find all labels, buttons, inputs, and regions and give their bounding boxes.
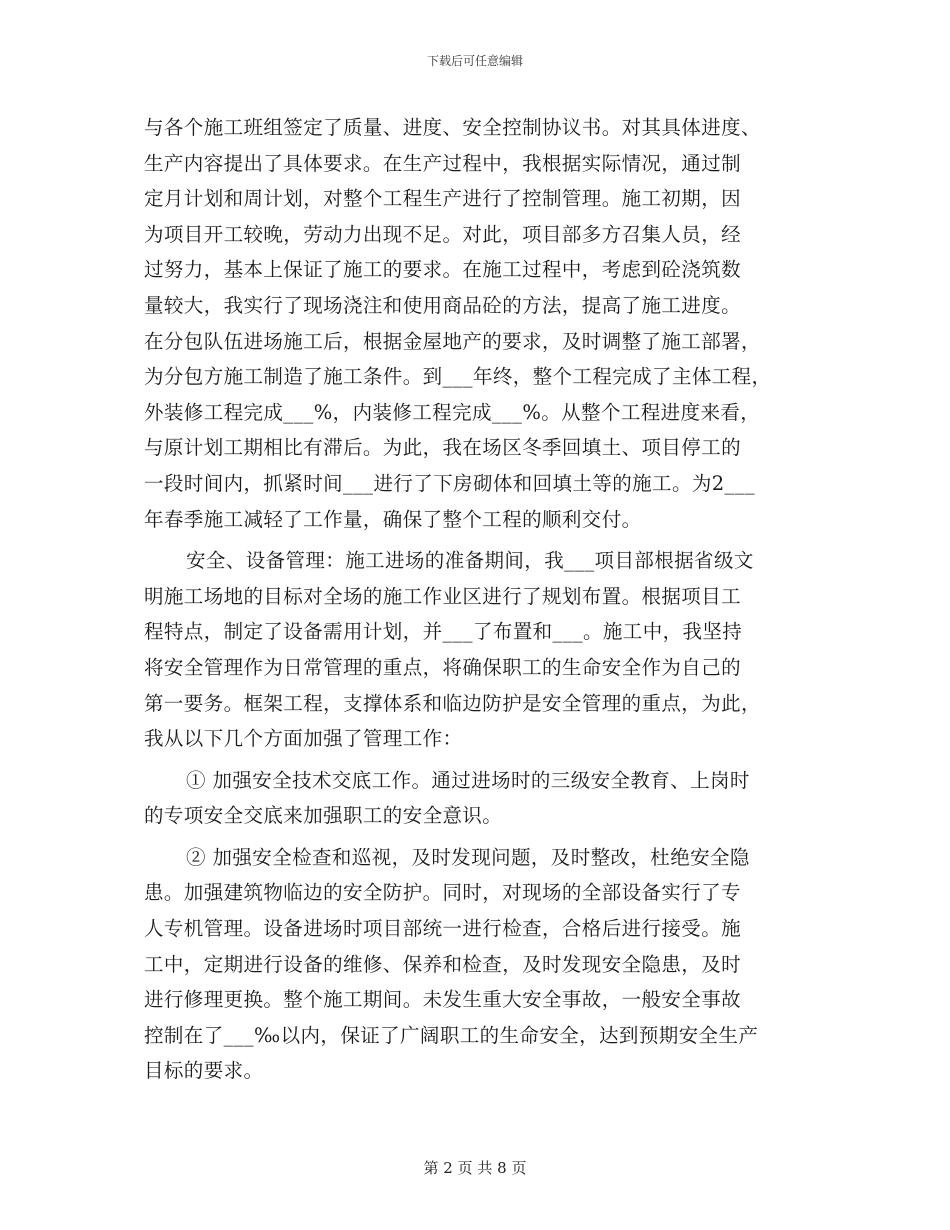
page-number: 第 2 页 共 8 页 — [423, 1159, 527, 1177]
page-header-note: 下载后可任意编辑 — [426, 54, 523, 68]
text-line: 目标的要求。 — [144, 1059, 264, 1083]
text-line: 程特点，制定了设备需用计划，并___了布置和___。施工中，我坚持 — [144, 620, 743, 644]
text-line: 量较大，我实行了现场浇注和使用商品砼的方法，提高了施工进度。 — [144, 293, 742, 317]
text-line: 第一要务。框架工程，支撑体系和临边防护是安全管理的重点，为此， — [144, 691, 761, 715]
text-line: 定月计划和周计划，对整个工程生产进行了控制管理。施工初期，因 — [144, 187, 742, 211]
paragraph-item-2 — [144, 840, 824, 1089]
text-line: 明施工场地的目标对全场的施工作业区进行了规划布置。根据项目工 — [144, 584, 742, 608]
text-line: 为项目开工较晚，劳动力出现不足。对此，项目部多方召集人员，经 — [144, 222, 742, 246]
text-line: ① 加强安全技术交底工作。通过进场时的三级安全教育、上岗时 — [186, 768, 750, 792]
paragraph-progress — [144, 110, 824, 537]
text-line: 外装修工程完成___%，内装修工程完成___%。从整个工程进度来看， — [144, 400, 761, 424]
text-line: 与原计划工期相比有滞后。为此，我在场区冬季回填土、项目停工的 — [144, 436, 742, 460]
paragraph-safety-equipment — [144, 543, 824, 757]
text-line: 我从以下几个方面加强了管理工作： — [144, 727, 463, 751]
paragraph-item-1 — [144, 763, 824, 834]
text-line: 生产内容提出了具体要求。在生产过程中，我根据实际情况，通过制 — [144, 151, 742, 175]
text-line: 一段时间内，抓紧时间___进行了下房砌体和回填土等的施工。为2___ — [144, 471, 756, 495]
text-line: 与各个施工班组签定了质量、进度、安全控制协议书。对其具体进度、 — [144, 116, 761, 139]
document-body — [144, 110, 824, 1089]
text-line: ② 加强安全检查和巡视，及时发现问题，及时整改，杜绝安全隐 — [186, 845, 750, 869]
text-line: 患。加强建筑物临边的安全防护。同时，对现场的全部设备实行了专 — [144, 881, 742, 905]
text-line: 年春季施工减轻了工作量，确保了整个工程的顺利交付。 — [144, 507, 642, 531]
text-line: 进行修理更换。整个施工期间。未发生重大安全事故，一般安全事故 — [144, 988, 742, 1012]
text-line: 在分包队伍进场施工后，根据金屋地产的要求，及时调整了施工部署， — [144, 329, 761, 353]
text-line: 将安全管理作为日常管理的重点，将确保职工的生命安全作为自己的 — [144, 655, 742, 679]
text-line: 人专机管理。设备进场时项目部统一进行检查，合格后进行接受。施 — [144, 917, 742, 941]
text-line: 为分包方施工制造了施工条件。到___年终，整个工程完成了主体工程， — [144, 365, 772, 389]
text-line: 安全、设备管理：施工进场的准备期间，我___项目部根据省级文 — [186, 549, 754, 573]
text-line: 的专项安全交底来加强职工的安全意识。 — [144, 804, 503, 828]
text-line: 工中，定期进行设备的维修、保养和检查，及时发现安全隐患，及时 — [144, 952, 742, 976]
text-line: 控制在了___‰以内，保证了广阔职工的生命安全，达到预期安全生产 — [144, 1023, 759, 1047]
text-line: 过努力，基本上保证了施工的要求。在施工过程中，考虑到砼浇筑数 — [144, 258, 742, 282]
